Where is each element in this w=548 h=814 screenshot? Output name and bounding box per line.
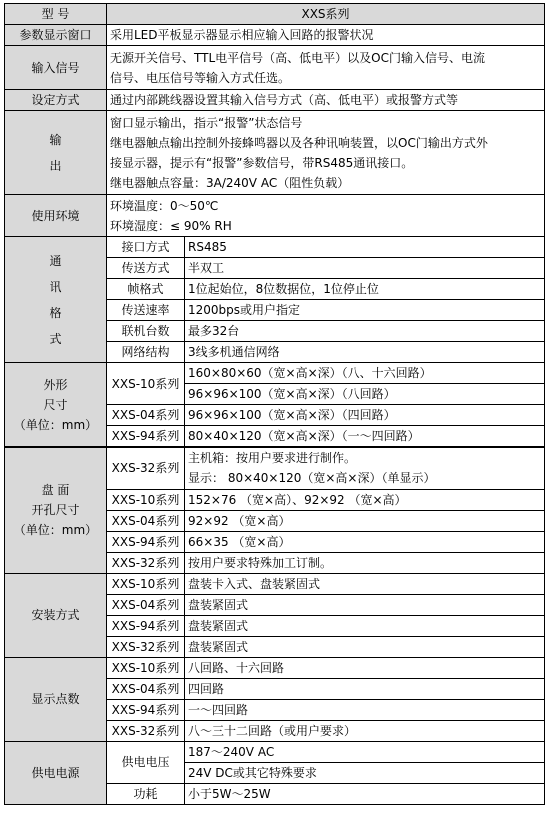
header-series-name: XXS系列	[107, 4, 545, 25]
output-line: 窗口显示输出，指示“报警”状态信号	[110, 115, 303, 130]
cutout-value: 按用户要求特殊加工订制。	[185, 552, 545, 573]
comm-key: 联机台数	[107, 321, 185, 342]
power-consumption-value: 小于5W～25W	[185, 783, 545, 804]
comm-row	[5, 237, 545, 258]
dimensions-label-line: 外形	[43, 377, 68, 392]
power-consumption-key: 功耗	[107, 783, 185, 804]
cutout-label	[5, 447, 107, 573]
points-series: XXS-32系列	[107, 720, 185, 741]
dimensions-label-line: （单位：mm）	[13, 417, 98, 432]
display-window-value: 采用LED平板显示器显示相应输入回路的报警状况	[107, 25, 545, 46]
environment-label: 使用环境	[5, 195, 107, 237]
cutout-series: XXS-10系列	[107, 489, 185, 510]
dimension-value: 96×96×100（宽×高×深）（八回路）	[185, 384, 545, 405]
cutout-label-line: 盘 面	[41, 483, 70, 498]
points-value: 八～三十二回路（或用户要求）	[185, 720, 545, 741]
output-line: 继电器触点容量：3A/240V AC（阻性负载）	[110, 175, 350, 190]
mounting-value: 盘装紧固式	[185, 594, 545, 615]
dimension-series: XXS-04系列	[107, 405, 185, 426]
comm-label-char: 式	[49, 331, 62, 346]
cutout-label-line: （单位：mm）	[13, 523, 98, 538]
dimension-line: 显示： 80×40×120（宽×高×深）（单显示）	[188, 471, 436, 486]
comm-value: RS485	[185, 237, 545, 258]
dimension-value: 80×40×120（宽×高×深）（一～四回路）	[185, 426, 545, 448]
environment-line: 环境温度：0～50℃	[110, 198, 219, 213]
output-line: 接显示器，提示有“报警”参数信号，带RS485通讯接口。	[110, 155, 414, 170]
environment-line: 环境湿度：≤ 90% RH	[110, 218, 232, 233]
comm-label	[5, 237, 107, 363]
output-line: 继电器触点输出控制外接蜂鸣器以及各种讯响装置，以OC门输出方式外	[110, 135, 488, 150]
power-label: 供电电源	[5, 741, 107, 804]
mounting-value: 盘装紧固式	[185, 636, 545, 657]
dimension-series: XXS-32系列	[107, 447, 185, 489]
power-voltage-key: 供电电压	[107, 741, 185, 783]
setting-value: 通过内部跳线器设置其输入信号方式（高、低电平）或报警方式等	[107, 90, 545, 111]
dimension-series: XXS-10系列	[107, 363, 185, 405]
points-value: 八回路、十六回路	[185, 657, 545, 678]
header-model-label: 型 号	[5, 4, 107, 25]
comm-key: 传送方式	[107, 258, 185, 279]
mounting-value: 盘装卡入式、盘装紧固式	[185, 573, 545, 594]
comm-label-char: 通	[49, 253, 62, 268]
comm-value: 3线多机通信网络	[185, 342, 545, 363]
setting-label: 设定方式	[5, 90, 107, 111]
cutout-series: XXS-94系列	[107, 531, 185, 552]
comm-label-char: 格	[49, 305, 62, 320]
input-signal-label: 输入信号	[5, 46, 107, 90]
points-label: 显示点数	[5, 657, 107, 741]
comm-value: 半双工	[185, 258, 545, 279]
comm-key: 传送速率	[107, 300, 185, 321]
points-series: XXS-10系列	[107, 657, 185, 678]
comm-label-char: 讯	[49, 279, 62, 294]
output-value	[107, 111, 545, 195]
input-signal-value	[107, 46, 545, 90]
comm-value: 1200bps或用户指定	[185, 300, 545, 321]
output-label-char: 输	[49, 132, 62, 147]
output-label	[5, 111, 107, 195]
output-row	[5, 111, 545, 195]
points-series: XXS-94系列	[107, 699, 185, 720]
mounting-value: 盘装紧固式	[185, 615, 545, 636]
dimensions-label	[5, 363, 107, 448]
cutout-value: 152×76 （宽×高）、92×92 （宽×高）	[185, 489, 545, 510]
mounting-series: XXS-10系列	[107, 573, 185, 594]
dimensions-label-line: 尺寸	[43, 397, 68, 412]
cutout-series: XXS-32系列	[107, 552, 185, 573]
dimension-value	[185, 447, 545, 489]
mounting-label: 安装方式	[5, 573, 107, 657]
cutout-series: XXS-04系列	[107, 510, 185, 531]
power-voltage-value: 187～240V AC	[185, 741, 545, 762]
points-series: XXS-04系列	[107, 678, 185, 699]
comm-value: 1位起始位，8位数据位，1位停止位	[185, 279, 545, 300]
points-value: 一～四回路	[185, 699, 545, 720]
comm-value: 最多32台	[185, 321, 545, 342]
mounting-series: XXS-94系列	[107, 615, 185, 636]
cutout-value: 66×35 （宽×高）	[185, 531, 545, 552]
output-label-char: 出	[49, 158, 62, 173]
setting-row	[5, 90, 545, 111]
input-signal-line: 无源开关信号、TTL电平信号（高、低电平）以及OC门输入信号、电流	[110, 50, 485, 65]
dimension-value: 96×96×100（宽×高×深）（四回路）	[185, 405, 545, 426]
mounting-series: XXS-32系列	[107, 636, 185, 657]
input-signal-line: 信号、电压信号等输入方式任选。	[110, 70, 291, 85]
dimension-row	[5, 363, 545, 384]
mounting-series: XXS-04系列	[107, 594, 185, 615]
points-value: 四回路	[185, 678, 545, 699]
dimension-series: XXS-94系列	[107, 426, 185, 448]
comm-key: 网络结构	[107, 342, 185, 363]
environment-row	[5, 195, 545, 237]
environment-value	[107, 195, 545, 237]
header-row	[5, 4, 545, 25]
spec-table	[4, 3, 545, 805]
points-row	[5, 657, 545, 678]
dimension-value: 160×80×60（宽×高×深）（八、十六回路）	[185, 363, 545, 384]
power-voltage-value: 24V DC或其它特殊要求	[185, 762, 545, 783]
cutout-row	[5, 447, 545, 489]
comm-key: 接口方式	[107, 237, 185, 258]
comm-key: 帧格式	[107, 279, 185, 300]
cutout-label-line: 开孔尺寸	[31, 503, 80, 518]
display-window-label: 参数显示窗口	[5, 25, 107, 46]
power-row	[5, 741, 545, 762]
display-window-row	[5, 25, 545, 46]
mounting-row	[5, 573, 545, 594]
dimension-line: 主机箱：按用户要求进行制作。	[188, 451, 357, 466]
cutout-value: 92×92 （宽×高）	[185, 510, 545, 531]
input-signal-row	[5, 46, 545, 90]
